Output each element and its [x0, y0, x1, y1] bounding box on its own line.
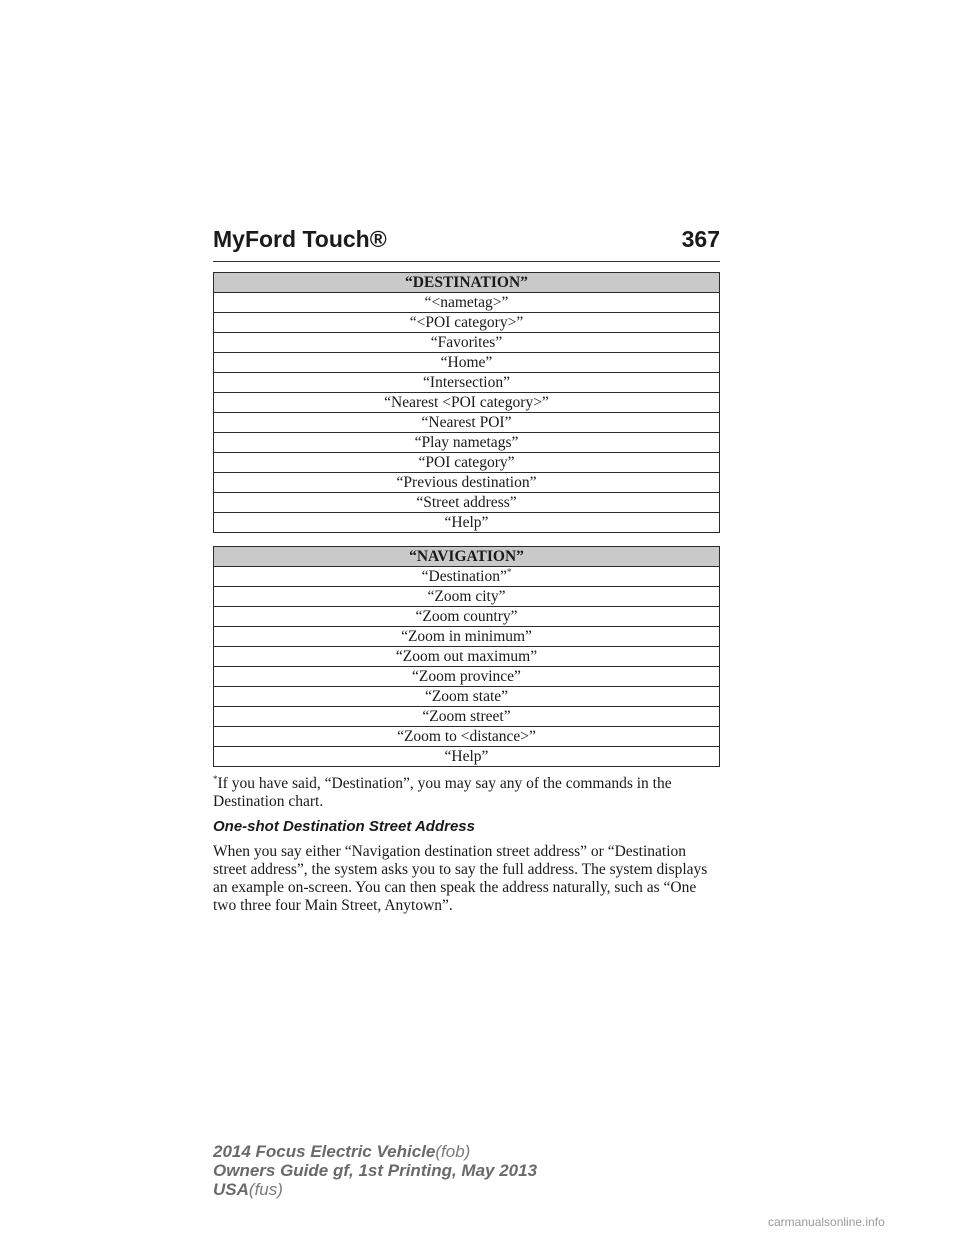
destination-command-row-text: “Home”	[440, 354, 493, 371]
navigation-command-row	[214, 727, 720, 747]
navigation-command-row	[214, 607, 720, 627]
page-header	[213, 226, 720, 260]
navigation-command-row	[214, 567, 720, 587]
page-title: MyFord Touch®	[213, 226, 387, 252]
destination-command-row-cell	[214, 433, 720, 453]
destination-command-row-text: “<nametag>”	[424, 294, 509, 311]
destination-command-row-text: “Help”	[444, 514, 489, 531]
footer-vehicle-code: (fob)	[435, 1142, 471, 1161]
destination-command-row	[214, 353, 720, 373]
navigation-command-row-text: “Zoom to <distance>”	[397, 728, 536, 745]
destination-command-row	[214, 453, 720, 473]
navigation-command-row-cell	[214, 687, 720, 707]
destination-command-row	[214, 493, 720, 513]
navigation-command-row-text: “Zoom province”	[412, 668, 521, 685]
navigation-table-heading-text: “NAVIGATION”	[409, 548, 524, 565]
section-paragraph: When you say either “Navigation destination street address” or “Destination street address”, the system asks you to say the full address. The system displays an example on-screen. You can then speak the address naturally, such as “One two three four Main Street, Anytown”.	[213, 843, 708, 914]
footer-market-code: (fus)	[248, 1180, 283, 1199]
navigation-command-row-cell	[214, 727, 720, 747]
destination-command-row	[214, 373, 720, 393]
navigation-command-row-cell	[214, 747, 720, 767]
destination-command-row-cell	[214, 373, 720, 393]
destination-command-row	[214, 513, 720, 533]
navigation-command-row-text: “Help”	[444, 748, 489, 765]
destination-table-heading-text: “DESTINATION”	[405, 274, 528, 291]
navigation-command-row-cell	[214, 627, 720, 647]
navigation-command-row	[214, 747, 720, 767]
destination-command-row-text: “<POI category>”	[409, 314, 524, 331]
destination-command-row-cell	[214, 293, 720, 313]
navigation-command-row-text: “Zoom country”	[415, 608, 518, 625]
page-number: 367	[681, 226, 720, 252]
navigation-table-heading	[214, 547, 720, 567]
navigation-command-row-text: “Destination”	[421, 568, 507, 585]
destination-command-row	[214, 333, 720, 353]
destination-command-row-cell	[214, 473, 720, 493]
destination-command-row-text: “Previous destination”	[396, 474, 537, 491]
destination-command-row	[214, 293, 720, 313]
destination-command-row-cell	[214, 333, 720, 353]
navigation-command-row	[214, 687, 720, 707]
destination-command-row-text: “Street address”	[416, 494, 517, 511]
destination-command-table	[213, 272, 720, 533]
destination-command-row-text: “Nearest <POI category>”	[384, 394, 549, 411]
section-heading: One-shot Destination Street Address	[213, 818, 475, 835]
page-footer	[213, 1142, 537, 1199]
navigation-command-row	[214, 587, 720, 607]
destination-command-row	[214, 473, 720, 493]
navigation-command-row-cell	[214, 567, 720, 587]
destination-command-row-cell	[214, 413, 720, 433]
footnote-mark: *	[213, 773, 218, 784]
destination-command-row	[214, 393, 720, 413]
destination-command-row-cell	[214, 313, 720, 333]
navigation-command-row-cell	[214, 667, 720, 687]
destination-command-row-cell	[214, 453, 720, 473]
destination-command-row	[214, 313, 720, 333]
destination-command-row-cell	[214, 353, 720, 373]
navigation-command-row-cell	[214, 587, 720, 607]
destination-command-row-text: “Nearest POI”	[421, 414, 512, 431]
navigation-command-row	[214, 667, 720, 687]
navigation-command-row-text: “Zoom street”	[422, 708, 511, 725]
destination-command-row	[214, 433, 720, 453]
footer-market: USA	[213, 1180, 249, 1199]
footer-edition: Owners Guide gf, 1st Printing, May 2013	[213, 1161, 538, 1180]
watermark-text: carmanualsonline.info	[768, 1215, 885, 1229]
navigation-command-row-cell	[214, 647, 720, 667]
footnote-reference-mark: *	[506, 566, 512, 577]
destination-command-row-text: “POI category”	[418, 454, 515, 471]
navigation-command-row-text: “Zoom in minimum”	[401, 628, 532, 645]
navigation-command-row	[214, 627, 720, 647]
navigation-command-row	[214, 707, 720, 727]
destination-command-row-cell	[214, 393, 720, 413]
destination-command-row	[214, 413, 720, 433]
header-divider	[213, 261, 720, 262]
navigation-table-heading-cell	[214, 547, 720, 567]
navigation-command-row-text: “Zoom out maximum”	[395, 648, 538, 665]
navigation-command-row-cell	[214, 707, 720, 727]
navigation-command-row-cell	[214, 607, 720, 627]
destination-command-row-cell	[214, 513, 720, 533]
footnote	[213, 775, 720, 811]
destination-command-row-text: “Favorites”	[430, 334, 503, 351]
footer-vehicle: 2014 Focus Electric Vehicle	[213, 1142, 436, 1161]
destination-command-row-text: “Intersection”	[423, 374, 510, 391]
navigation-command-row	[214, 647, 720, 667]
destination-table-heading-cell	[214, 273, 720, 293]
destination-table-heading	[214, 273, 720, 293]
navigation-command-row-text: “Zoom state”	[424, 688, 509, 705]
navigation-command-row-text: “Zoom city”	[427, 588, 506, 605]
footnote-text: If you have said, “Destination”, you may say any of the commands in the Destination chart.	[213, 775, 672, 810]
destination-command-row-cell	[214, 493, 720, 513]
navigation-command-table	[213, 546, 720, 767]
destination-command-row-text: “Play nametags”	[414, 434, 519, 451]
